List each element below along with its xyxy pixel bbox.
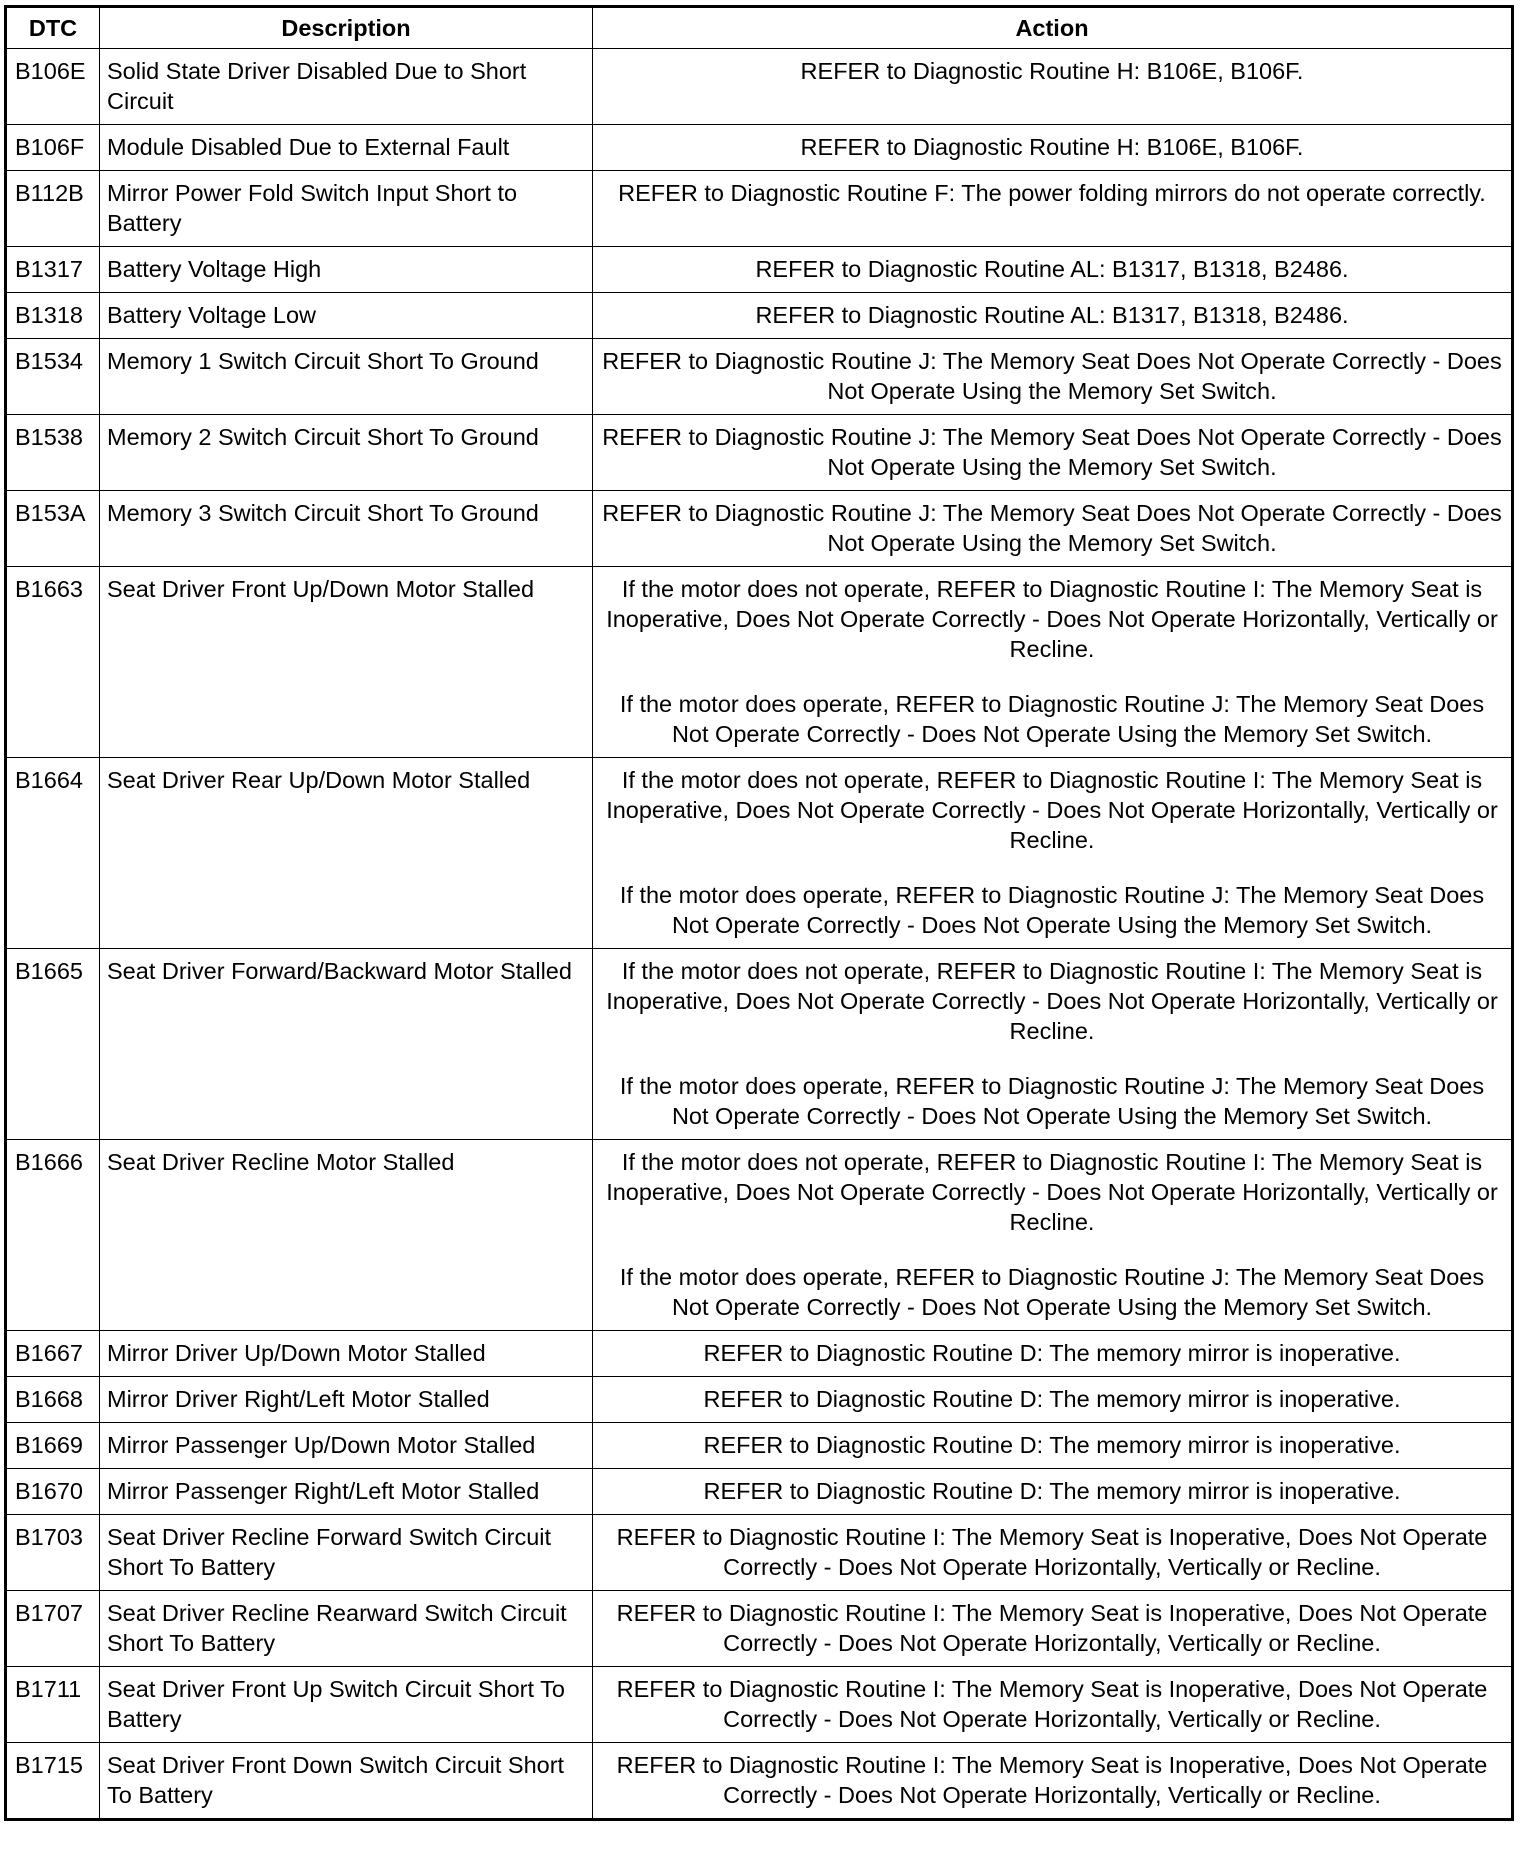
table-row [6, 49, 1513, 125]
action-paragraph: If the motor does not operate, REFER to Diagnostic Routine I: The Memory Seat is Inoperative, Does Not Operate Correctly - Does Not Operate Horizontally, Vertically or Recline. [606, 1149, 1498, 1235]
action-paragraph: REFER to Diagnostic Routine I: The Memory Seat is Inoperative, Does Not Operate Correctly - Does Not Operate Horizontally, Vertically or Recline. [616, 1524, 1488, 1580]
action-paragraph: REFER to Diagnostic Routine F: The power folding mirrors do not operate correctly. [618, 180, 1486, 206]
action-paragraph: REFER to Diagnostic Routine D: The memory mirror is inoperative. [703, 1340, 1401, 1366]
dtc-code-cell: B1667 [6, 1331, 100, 1377]
action-paragraph: If the motor does operate, REFER to Diagnostic Routine J: The Memory Seat Does Not Operate Correctly - Does Not Operate Using the Memory Set Switch. [619, 691, 1485, 747]
table-row [6, 1591, 1513, 1667]
description-cell: Mirror Driver Right/Left Motor Stalled [100, 1377, 593, 1423]
action-paragraph: REFER to Diagnostic Routine J: The Memory Seat Does Not Operate Correctly - Does Not Operate Using the Memory Set Switch. [602, 348, 1502, 404]
action-paragraph: REFER to Diagnostic Routine D: The memory mirror is inoperative. [703, 1478, 1401, 1504]
action-cell [593, 49, 1513, 125]
table-row [6, 247, 1513, 293]
dtc-code-cell: B1318 [6, 293, 100, 339]
action-paragraph: If the motor does operate, REFER to Diagnostic Routine J: The Memory Seat Does Not Operate Correctly - Does Not Operate Using the Memory Set Switch. [619, 1073, 1485, 1129]
description-cell: Seat Driver Recline Forward Switch Circuit Short To Battery [100, 1515, 593, 1591]
dtc-code-cell: B153A [6, 491, 100, 567]
action-cell [593, 293, 1513, 339]
dtc-table [4, 5, 1514, 1821]
dtc-code-cell: B1668 [6, 1377, 100, 1423]
action-cell [593, 1515, 1513, 1591]
dtc-code-cell: B1707 [6, 1591, 100, 1667]
table-row [6, 758, 1513, 949]
description-cell: Memory 3 Switch Circuit Short To Ground [100, 491, 593, 567]
action-cell [593, 1469, 1513, 1515]
action-paragraph: If the motor does not operate, REFER to Diagnostic Routine I: The Memory Seat is Inoperative, Does Not Operate Correctly - Does Not Operate Horizontally, Vertically or Recline. [606, 958, 1498, 1044]
action-cell [593, 1423, 1513, 1469]
table-row [6, 1331, 1513, 1377]
description-cell: Mirror Driver Up/Down Motor Stalled [100, 1331, 593, 1377]
table-row [6, 1667, 1513, 1743]
dtc-code-cell: B106E [6, 49, 100, 125]
action-paragraph: REFER to Diagnostic Routine J: The Memory Seat Does Not Operate Correctly - Does Not Operate Using the Memory Set Switch. [602, 500, 1502, 556]
action-paragraph: REFER to Diagnostic Routine H: B106E, B106F. [800, 134, 1304, 160]
dtc-code-cell: B1665 [6, 949, 100, 1140]
table-header-row [6, 7, 1513, 49]
action-cell [593, 1331, 1513, 1377]
action-paragraph: If the motor does not operate, REFER to Diagnostic Routine I: The Memory Seat is Inoperative, Does Not Operate Correctly - Does Not Operate Horizontally, Vertically or Recline. [606, 767, 1498, 853]
action-cell [593, 415, 1513, 491]
description-cell: Seat Driver Front Up Switch Circuit Short To Battery [100, 1667, 593, 1743]
dtc-table-container [4, 5, 1514, 1821]
dtc-code-cell: B1703 [6, 1515, 100, 1591]
table-row [6, 171, 1513, 247]
action-cell [593, 1667, 1513, 1743]
action-paragraph: REFER to Diagnostic Routine I: The Memory Seat is Inoperative, Does Not Operate Correctly - Does Not Operate Horizontally, Vertically or Recline. [616, 1600, 1488, 1656]
column-header-action: Action [593, 7, 1513, 49]
description-cell: Memory 1 Switch Circuit Short To Ground [100, 339, 593, 415]
table-row [6, 293, 1513, 339]
description-cell: Seat Driver Front Down Switch Circuit Short To Battery [100, 1743, 593, 1820]
action-cell [593, 949, 1513, 1140]
table-row [6, 125, 1513, 171]
table-body [6, 49, 1513, 1820]
table-row [6, 1423, 1513, 1469]
description-cell: Battery Voltage High [100, 247, 593, 293]
dtc-code-cell: B1711 [6, 1667, 100, 1743]
action-paragraph: REFER to Diagnostic Routine AL: B1317, B1318, B2486. [755, 256, 1349, 282]
action-paragraph: REFER to Diagnostic Routine I: The Memory Seat is Inoperative, Does Not Operate Correctly - Does Not Operate Horizontally, Vertically or Recline. [616, 1752, 1488, 1808]
dtc-code-cell: B112B [6, 171, 100, 247]
dtc-code-cell: B1664 [6, 758, 100, 949]
action-cell [593, 1140, 1513, 1331]
action-cell [593, 171, 1513, 247]
action-paragraph: REFER to Diagnostic Routine AL: B1317, B1318, B2486. [755, 302, 1349, 328]
action-cell [593, 1591, 1513, 1667]
action-paragraph: REFER to Diagnostic Routine D: The memory mirror is inoperative. [703, 1386, 1401, 1412]
description-cell: Battery Voltage Low [100, 293, 593, 339]
column-header-dtc: DTC [6, 7, 100, 49]
dtc-code-cell: B1538 [6, 415, 100, 491]
action-cell [593, 1377, 1513, 1423]
table-row [6, 1515, 1513, 1591]
table-row [6, 1140, 1513, 1331]
action-cell [593, 247, 1513, 293]
action-paragraph: If the motor does operate, REFER to Diagnostic Routine J: The Memory Seat Does Not Operate Correctly - Does Not Operate Using the Memory Set Switch. [619, 1264, 1485, 1320]
description-cell: Mirror Passenger Right/Left Motor Stalled [100, 1469, 593, 1515]
description-cell: Seat Driver Front Up/Down Motor Stalled [100, 567, 593, 758]
action-paragraph: REFER to Diagnostic Routine J: The Memory Seat Does Not Operate Correctly - Does Not Operate Using the Memory Set Switch. [602, 424, 1502, 480]
action-cell [593, 1743, 1513, 1820]
description-cell: Module Disabled Due to External Fault [100, 125, 593, 171]
action-paragraph: If the motor does operate, REFER to Diagnostic Routine J: The Memory Seat Does Not Operate Correctly - Does Not Operate Using the Memory Set Switch. [619, 882, 1485, 938]
table-row [6, 1469, 1513, 1515]
description-cell: Solid State Driver Disabled Due to Short Circuit [100, 49, 593, 125]
description-cell: Seat Driver Recline Rearward Switch Circuit Short To Battery [100, 1591, 593, 1667]
table-row [6, 949, 1513, 1140]
description-cell: Seat Driver Rear Up/Down Motor Stalled [100, 758, 593, 949]
table-row [6, 1743, 1513, 1820]
action-cell [593, 491, 1513, 567]
action-paragraph: REFER to Diagnostic Routine I: The Memory Seat is Inoperative, Does Not Operate Correctly - Does Not Operate Horizontally, Vertically or Recline. [616, 1676, 1488, 1732]
description-cell: Seat Driver Recline Motor Stalled [100, 1140, 593, 1331]
table-row [6, 339, 1513, 415]
description-cell: Mirror Passenger Up/Down Motor Stalled [100, 1423, 593, 1469]
action-cell [593, 758, 1513, 949]
action-paragraph: REFER to Diagnostic Routine D: The memory mirror is inoperative. [703, 1432, 1401, 1458]
dtc-code-cell: B1317 [6, 247, 100, 293]
dtc-code-cell: B106F [6, 125, 100, 171]
dtc-code-cell: B1670 [6, 1469, 100, 1515]
dtc-code-cell: B1534 [6, 339, 100, 415]
action-cell [593, 339, 1513, 415]
dtc-code-cell: B1715 [6, 1743, 100, 1820]
dtc-code-cell: B1669 [6, 1423, 100, 1469]
action-cell [593, 125, 1513, 171]
action-paragraph: REFER to Diagnostic Routine H: B106E, B106F. [800, 58, 1304, 84]
description-cell: Mirror Power Fold Switch Input Short to Battery [100, 171, 593, 247]
table-row [6, 415, 1513, 491]
table-row [6, 491, 1513, 567]
table-row [6, 567, 1513, 758]
description-cell: Memory 2 Switch Circuit Short To Ground [100, 415, 593, 491]
action-cell [593, 567, 1513, 758]
table-row [6, 1377, 1513, 1423]
column-header-description: Description [100, 7, 593, 49]
dtc-code-cell: B1663 [6, 567, 100, 758]
action-paragraph: If the motor does not operate, REFER to Diagnostic Routine I: The Memory Seat is Inoperative, Does Not Operate Correctly - Does Not Operate Horizontally, Vertically or Recline. [606, 576, 1498, 662]
dtc-code-cell: B1666 [6, 1140, 100, 1331]
description-cell: Seat Driver Forward/Backward Motor Stalled [100, 949, 593, 1140]
